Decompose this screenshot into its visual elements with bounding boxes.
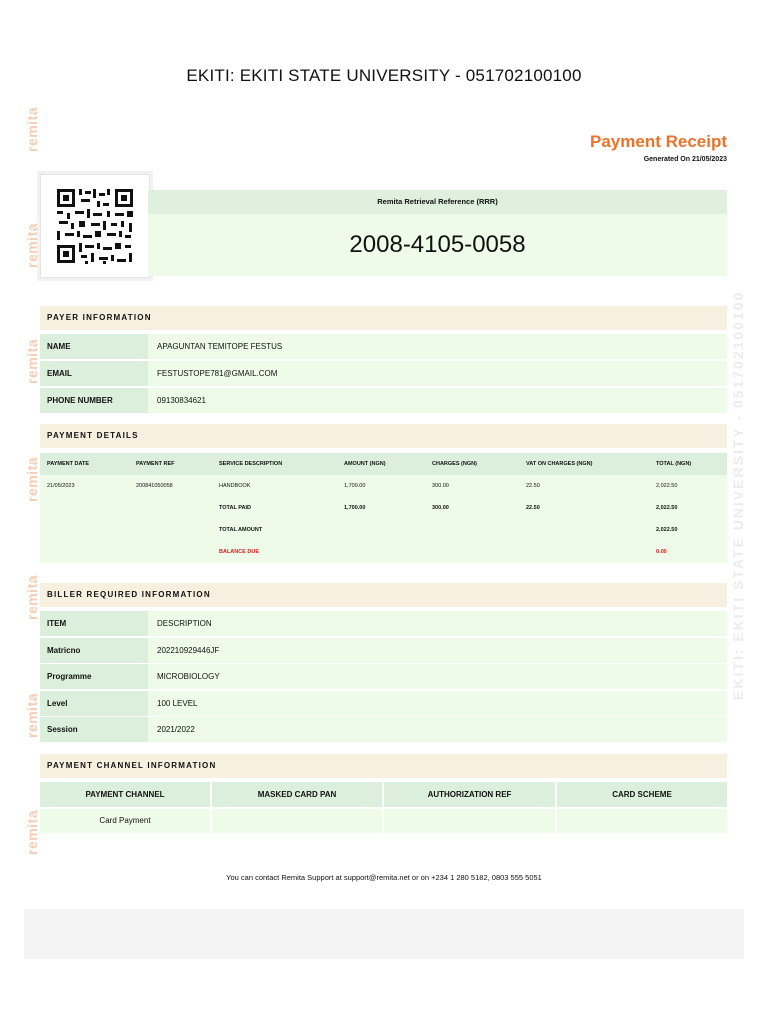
biller-label: Level [40, 691, 148, 716]
total-paid-amount: 1,700.00 [344, 505, 366, 511]
remita-watermark: remita [24, 809, 40, 855]
column-header: CARD SCHEME [557, 782, 727, 807]
total-amount-label: TOTAL AMOUNT [219, 527, 263, 533]
biller-label: Matricno [40, 638, 148, 663]
payer-row-email [40, 361, 727, 387]
biller-value: 202210929446JF [148, 638, 727, 663]
column-header: CHARGES (NGN) [432, 461, 477, 467]
payer-label: PHONE NUMBER [40, 388, 148, 413]
payment-channel-heading: PAYMENT CHANNEL INFORMATION [40, 754, 727, 778]
table-cell: 200841050058 [136, 483, 173, 489]
qr-code-graphic [41, 175, 149, 277]
column-header: SERVICE DESCRIPTION [219, 461, 283, 467]
rrr-label: Remita Retrieval Reference (RRR) [148, 190, 727, 214]
column-header: AUTHORIZATION REF [384, 782, 555, 807]
column-header: TOTAL (NGN) [656, 461, 692, 467]
remita-watermark: remita [24, 106, 40, 152]
biller-value: 100 LEVEL [148, 691, 727, 716]
biller-value: DESCRIPTION [148, 611, 727, 636]
biller-row [40, 611, 727, 637]
balance-due-value: 0.00 [656, 549, 667, 555]
biller-label: Programme [40, 664, 148, 689]
table-cell [384, 809, 555, 833]
qr-code-icon [40, 174, 150, 278]
payer-value: 09130834621 [148, 388, 727, 413]
total-paid-charges: 300.00 [432, 505, 449, 511]
payer-value: FESTUSTOPE781@GMAIL.COM [148, 361, 727, 386]
biller-row [40, 717, 727, 743]
payer-row-phone [40, 388, 727, 414]
total-paid-total: 2,022.50 [656, 505, 678, 511]
rrr-value: 2008-4105-0058 [148, 214, 727, 276]
total-amount-row [40, 519, 727, 541]
payer-row-name [40, 334, 727, 360]
table-header-row [40, 453, 727, 475]
table-cell: 21/05/2023 [47, 483, 75, 489]
remita-watermark: remita [24, 692, 40, 738]
total-amount-value: 2,022.50 [656, 527, 678, 533]
remita-watermark: remita [24, 456, 40, 502]
biller-value: MICROBIOLOGY [148, 664, 727, 689]
page-title: EKITI: EKITI STATE UNIVERSITY - 051702100100 [186, 66, 582, 85]
remita-watermark: remita [24, 222, 40, 268]
table-cell: 300.00 [432, 483, 449, 489]
remita-watermark: remita [24, 338, 40, 384]
table-cell [212, 809, 382, 833]
biller-row [40, 664, 727, 690]
balance-due-row [40, 541, 727, 563]
payer-label: EMAIL [40, 361, 148, 386]
generated-date: Generated On 21/05/2023 [643, 156, 727, 163]
payment-details-heading: PAYMENT DETAILS [40, 424, 727, 448]
biller-row [40, 638, 727, 664]
remita-watermark: remita [24, 574, 40, 620]
biller-label: ITEM [40, 611, 148, 636]
side-watermark: EKITI: EKITI STATE UNIVERSITY - 051702100100 [730, 290, 746, 700]
table-row [40, 475, 727, 497]
payer-value: APAGUNTAN TEMITOPE FESTUS [148, 334, 727, 359]
total-paid-label: TOTAL PAID [219, 505, 251, 511]
balance-due-label: BALANCE DUE [219, 549, 260, 555]
biller-value: 2021/2022 [148, 717, 727, 742]
column-header: MASKED CARD PAN [212, 782, 382, 807]
column-header: PAYMENT DATE [47, 461, 90, 467]
total-paid-vat: 22.50 [526, 505, 540, 511]
biller-row [40, 691, 727, 717]
payer-information-heading: PAYER INFORMATION [40, 306, 727, 330]
column-header: VAT ON CHARGES (NGN) [526, 461, 593, 467]
column-header: PAYMENT CHANNEL [40, 782, 210, 807]
receipt-title: Payment Receipt [590, 132, 727, 151]
total-paid-row [40, 497, 727, 519]
table-cell: Card Payment [40, 809, 210, 833]
biller-label: Session [40, 717, 148, 742]
footer-band [24, 909, 744, 959]
biller-information-heading: BILLER REQUIRED INFORMATION [40, 583, 727, 607]
support-contact-text: You can contact Remita Support at support@remita.net or on +234 1 280 5182, 0803 555 5051 [226, 873, 542, 882]
channel-row [40, 809, 727, 833]
channel-header-row [40, 782, 727, 807]
payer-label: NAME [40, 334, 148, 359]
payment-details-table [40, 453, 727, 563]
table-cell: 1,700.00 [344, 483, 366, 489]
table-cell: 2,022.50 [656, 483, 678, 489]
table-cell: 22.50 [526, 483, 540, 489]
column-header: AMOUNT (NGN) [344, 461, 386, 467]
column-header: PAYMENT REF [136, 461, 175, 467]
table-cell [557, 809, 727, 833]
table-cell: HANDBOOK [219, 483, 251, 489]
